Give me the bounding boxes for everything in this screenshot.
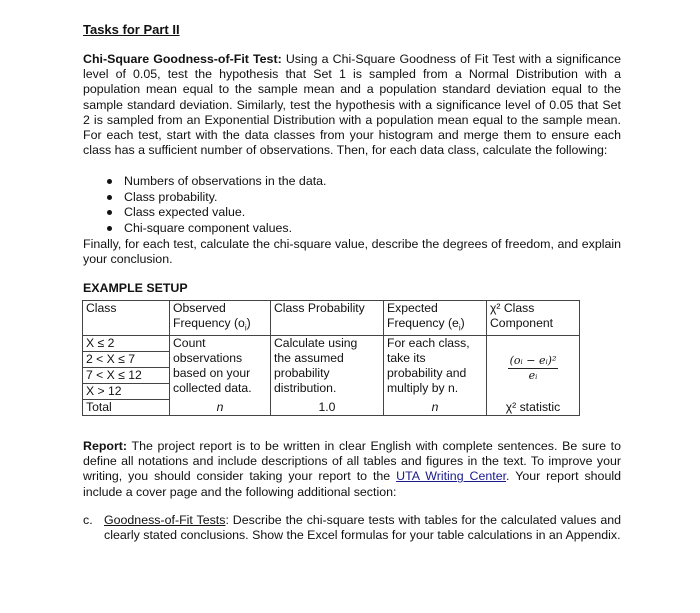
table-header-row [83,301,580,336]
chi-formula: $\frac{\text{(oᵢ − eᵢ)²}}{\text{eᵢ}}$ [509,353,557,382]
item-c-title: Goodness-of-Fit Tests [104,513,226,527]
total-label: Total [83,400,170,416]
header-expected-line2: Frequency $(e_i)$ [387,316,465,333]
writing-center-link[interactable]: UTA Writing Center [396,469,507,484]
report-paragraph [83,439,621,500]
intro-text: Using a Chi-Square Goodness of Fit Test with a significance level of 0.05, test the hypothesis that Set 1 is sampled from a Normal Distribution with a population mean equal to the sample mean and a population standard deviation equal to the sample standard deviation. Similarly, test the hypothesis with a significance level of 0.05 that Set 2 is sampled from an Exponential Distribution with a population mean equal to the sample mean. For each test, start with the data classes from your histogram and merge them to ensure each class has a sufficient number of observations. Then, for each data class, calculate the following: [83,52,621,158]
list-item: Class expected value. [83,205,621,221]
observed-desc-cell: Count observations based on your collected data. [170,336,271,400]
example-setup-table [82,300,580,416]
header-probability: Class Probability [271,301,384,336]
header-chi-line2: Component [490,316,554,330]
table-total-row [83,400,580,416]
report-text-1: The project report is to be written in clear English with complete sentences. Be sure to define all notations and include descriptions of all tables and figures in the text. To improve your writing, you should consider taking your report to the [83,439,621,484]
list-item: Class probability. [83,190,621,206]
calculation-list [83,174,621,236]
report-lead: Report: [83,439,128,453]
list-item: Numbers of observations in the data. [83,174,621,190]
header-chi-component [487,301,580,336]
header-expected [384,301,487,336]
item-c-body [104,513,621,543]
report-text-2: . Your report should include a cover page and the following additional section: [83,469,621,499]
section-item-c [83,513,621,543]
header-expected-line1: Expected [387,301,438,315]
intro-paragraph [83,52,621,158]
finally-paragraph: Finally, for each test, calculate the chi-square value, describe the degrees of freedom, and explain your conclusion. [83,237,621,267]
class-cell: X ≤ 2 [83,336,170,352]
header-observed [170,301,271,336]
item-c-text: : Describe the chi-square tests with tables for the calculated values and clearly stated conclusions. Show the Excel formulas for your table calculations in an Appendix. [104,513,621,543]
chi-formula-cell [487,336,580,400]
expected-desc-cell: For each class, take its probability and multiply by n. [384,336,487,400]
item-marker: c. [83,513,93,527]
example-setup-title: EXAMPLE SETUP [83,281,188,295]
header-observed-line1: Observed [173,301,226,315]
total-chi: χ² statistic [487,400,580,416]
total-probability: 1.0 [271,400,384,416]
header-chi-line1: χ² Class [490,301,535,315]
total-expected: n [384,400,487,416]
class-cell: X > 12 [83,384,170,400]
probability-desc-cell: Calculate using the assumed probability distribution. [271,336,384,400]
table-row [83,336,580,352]
total-observed: n [170,400,271,416]
class-cell: 7 < X ≤ 12 [83,368,170,384]
list-item: Chi-square component values. [83,221,621,237]
page-title: Tasks for Part II [83,22,180,37]
class-cell: 2 < X ≤ 7 [83,352,170,368]
header-class: Class [83,301,170,336]
intro-lead: Chi-Square Goodness-of-Fit Test: [83,52,282,66]
header-observed-line2: Frequency $(o_i)$ [173,316,251,333]
